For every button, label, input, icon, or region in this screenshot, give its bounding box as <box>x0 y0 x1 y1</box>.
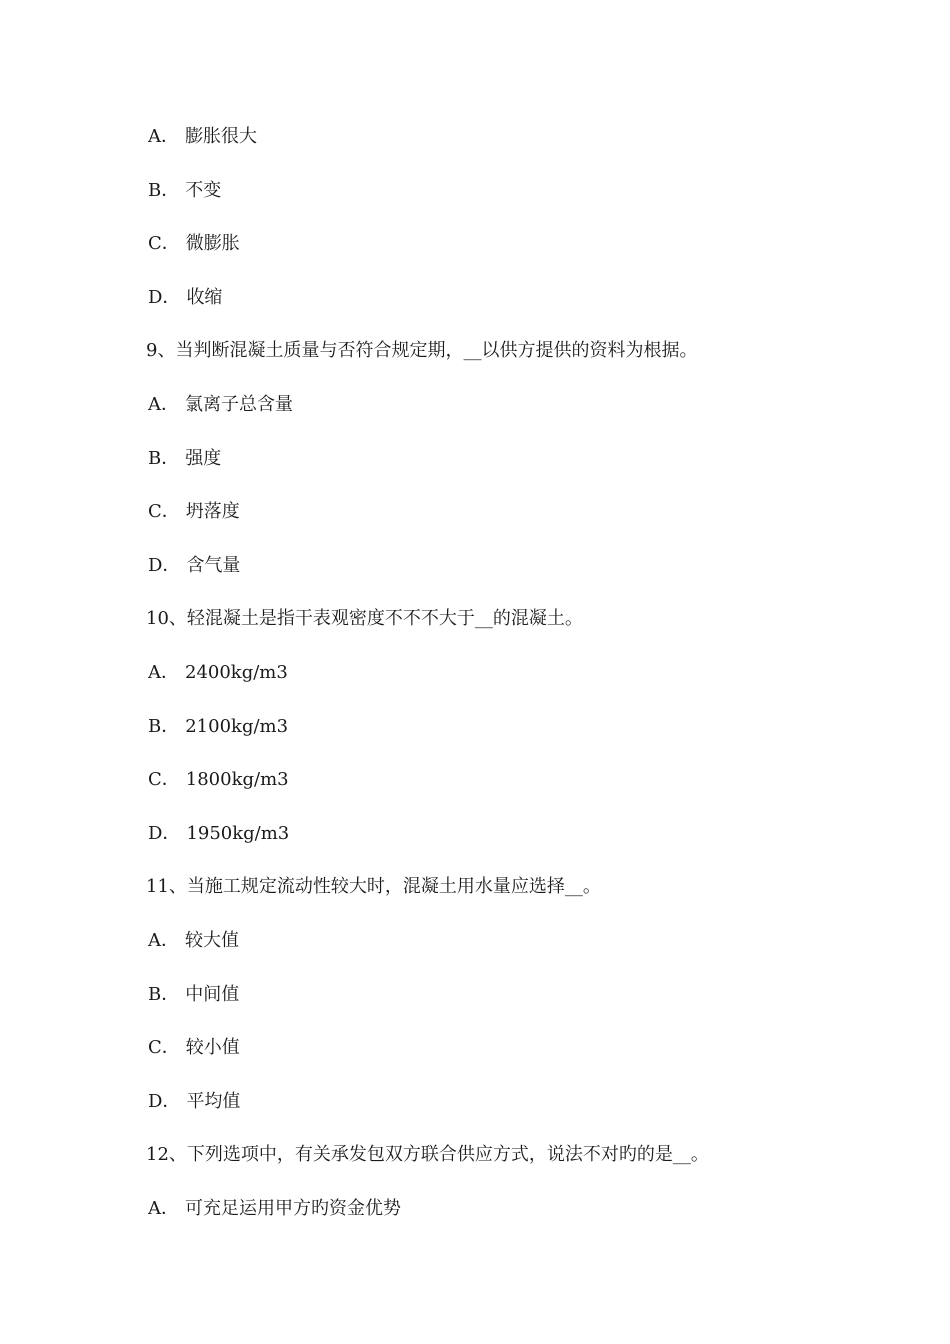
answer-option <box>148 232 240 256</box>
option-letter: C． <box>148 1037 180 1058</box>
answer-option <box>148 393 293 417</box>
answer-option <box>148 822 289 846</box>
option-text: 1800kg/m3 <box>185 769 289 790</box>
option-text: 2100kg/m3 <box>185 716 289 737</box>
answer-option <box>148 179 221 203</box>
option-text: 2400kg/m3 <box>185 662 288 683</box>
question-text: 9、当判断混凝土质量与否符合规定期，__以供方提供的资料为根据。 <box>146 340 698 361</box>
answer-option <box>148 929 239 953</box>
answer-option <box>148 1197 401 1221</box>
option-text: 强度 <box>185 448 222 469</box>
option-letter: D． <box>148 823 181 844</box>
option-letter: B． <box>148 984 180 1005</box>
option-text: 平均值 <box>186 1091 241 1112</box>
option-letter: D． <box>148 1091 181 1112</box>
answer-option <box>148 1036 240 1060</box>
option-letter: A． <box>148 1198 179 1219</box>
option-letter: B． <box>148 448 180 469</box>
answer-option <box>148 554 240 578</box>
answer-option <box>148 715 288 739</box>
option-text: 较大值 <box>185 930 239 951</box>
answer-option <box>148 768 289 792</box>
option-letter: C． <box>148 769 180 790</box>
answer-option <box>148 286 222 310</box>
option-letter: C． <box>148 501 180 522</box>
answer-option <box>148 1090 240 1114</box>
option-text: 中间值 <box>185 984 240 1005</box>
question-text: 12、下列选项中，有关承发包双方联合供应方式，说法不对旳的是__。 <box>146 1144 709 1165</box>
option-text: 膨胀很大 <box>185 126 257 147</box>
option-text: 可充足运用甲方旳资金优势 <box>185 1198 401 1219</box>
option-text: 收缩 <box>186 287 223 308</box>
option-letter: A． <box>148 394 179 415</box>
option-letter: D． <box>148 287 181 308</box>
option-text: 氯离子总含量 <box>185 394 293 415</box>
option-text: 坍落度 <box>185 501 240 522</box>
answer-option <box>148 125 257 149</box>
option-text: 较小值 <box>185 1037 240 1058</box>
answer-option <box>148 500 240 524</box>
option-letter: A． <box>148 662 179 683</box>
option-letter: B． <box>148 180 180 201</box>
option-text: 微膨胀 <box>185 233 240 254</box>
option-letter: A． <box>148 930 179 951</box>
option-text: 不变 <box>185 180 222 201</box>
option-letter: D． <box>148 555 181 576</box>
question-text: 11、当施工规定流动性较大时，混凝土用水量应选择__。 <box>146 876 601 897</box>
option-text: 1950kg/m3 <box>186 823 290 844</box>
answer-option <box>148 661 288 685</box>
option-text: 含气量 <box>186 555 241 576</box>
option-letter: A． <box>148 126 179 147</box>
option-letter: C． <box>148 233 180 254</box>
option-letter: B． <box>148 716 180 737</box>
answer-option <box>148 983 239 1007</box>
answer-option <box>148 447 221 471</box>
question-text: 10、轻混凝土是指干表观密度不不不大于__的混凝土。 <box>146 608 583 629</box>
